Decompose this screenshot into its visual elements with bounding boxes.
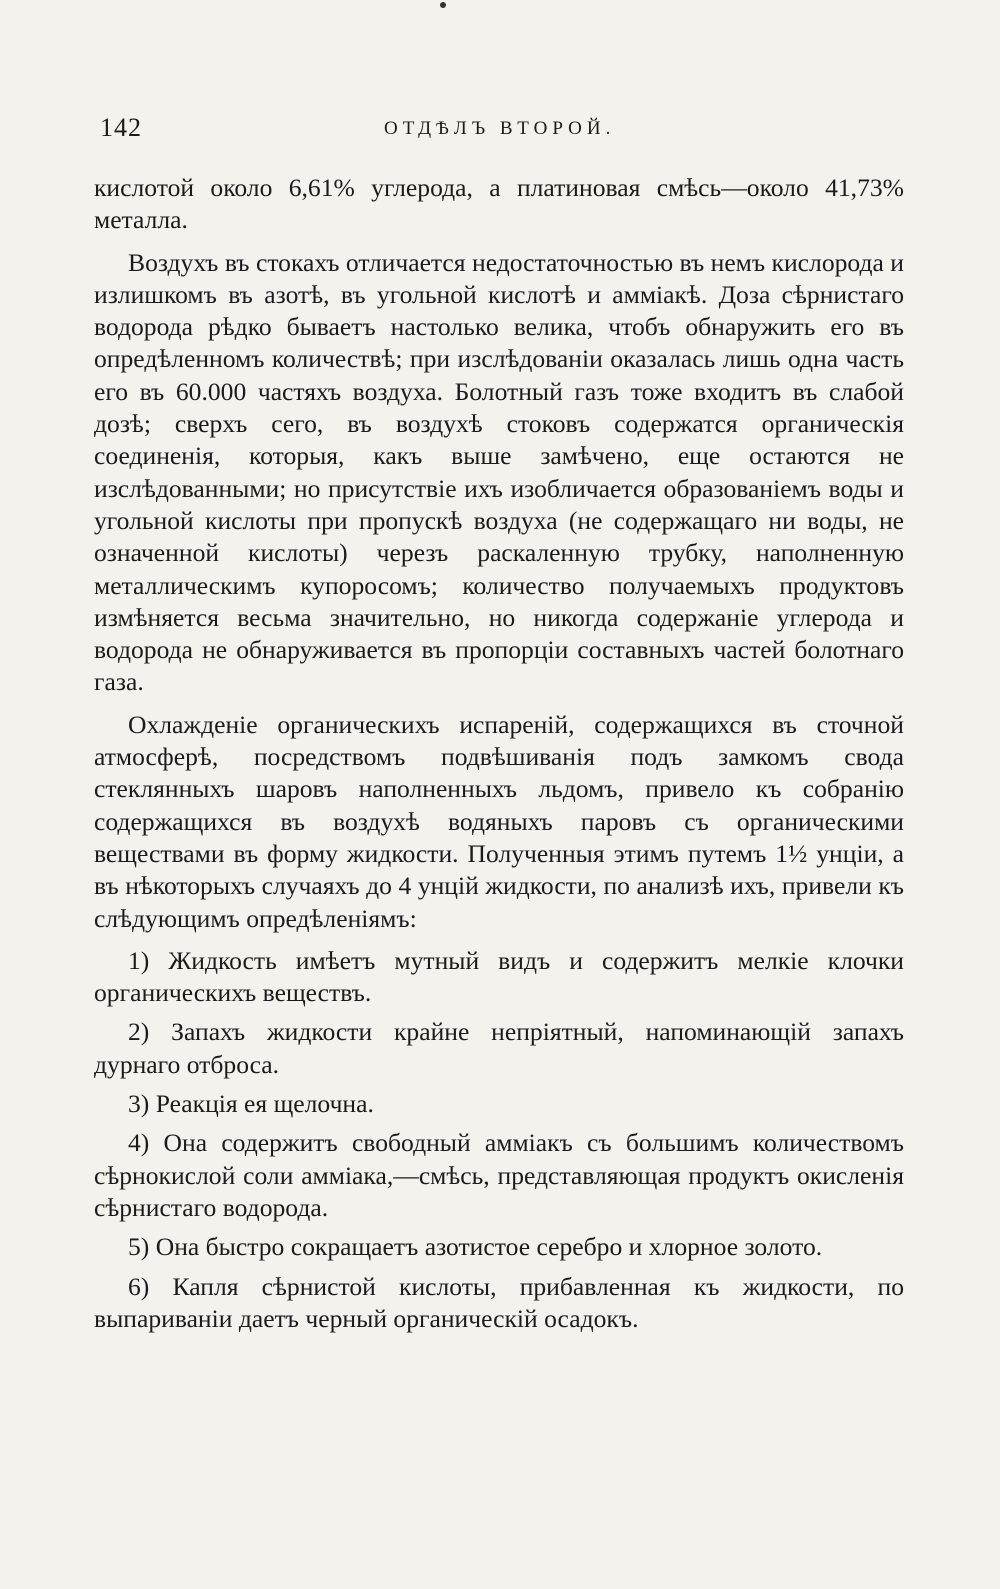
page-number: 142 (100, 113, 142, 142)
list-item: 5) Она быстро сокращаетъ азотистое серебро и хлорное золото. (128, 1232, 823, 1262)
list-item: 1) Жидкость имѣетъ мутный видъ и содержитъ мелкіе клочки органическихъ веществъ. (94, 945, 904, 1008)
list-item: 2) Запахъ жидкости крайне непріятный, напоминающій запахъ дурнаго отброса. (94, 1017, 904, 1079)
list-item: 6) Капля сѣрнистой кислоты, прибавленная къ жидкости, по выпариваніи даетъ черный органическій осадокъ. (94, 1271, 904, 1333)
print-mark (440, 2, 446, 8)
page-header (94, 113, 906, 143)
running-head: ОТДѢЛЪ ВТОРОЙ. (384, 118, 616, 139)
paragraph-continuation: кислотой около 6,61% углерода, а платиновая смѣсь—около 41,73% металла. (94, 173, 904, 235)
body-text (94, 172, 904, 1335)
list-item: 4) Она содержитъ свободный амміакъ съ большимъ количествомъ сѣрнокислой соли амміака,—смѣсь, представляющая продуктъ окисленія сѣрнистаго водорода. (94, 1128, 904, 1222)
paragraph-cooling-vapours: Охлажденіе органическихъ испареній, содержащихся въ сточной атмосферѣ, посредствомъ подвѣшиванія подъ замкомъ свода стеклянныхъ шаровъ наполненныхъ льдомъ, привело къ собранію содержащихся въ воздухѣ водяныхъ паровъ съ органическими веществами въ форму жидкости. Полученныя этимъ путемъ 1½ унціи, а въ нѣкоторыхъ случаяхъ до 4 унцій жидкости, по анализѣ ихъ, привели къ слѣдующимъ опредѣленіямъ: (94, 709, 904, 933)
paragraph-air-in-sewers: Воздухъ въ стокахъ отличается недостаточностью въ немъ кислорода и излишкомъ въ азотѣ, въ угольной кислотѣ и амміакѣ. Доза сѣрнистаго водорода рѣдко бываетъ настолько велика, чтобъ обнаружить его въ опредѣленномъ количествѣ; при изслѣдованіи оказалась лишь одна часть его въ 60.000 частяхъ воздуха. Болотный газъ тоже входитъ въ слабой дозѣ; сверхъ сего, въ воздухѣ стоковъ содержатся органическія соединенія, которыя, какъ выше замѣчено, еще остаются не изслѣдованными; но присутствіе ихъ изобличается образованіемъ воды и угольной кислоты при пропускѣ воздуха (не содержащаго ни воды, не означенной кислоты) черезъ раскаленную трубку, наполненную металлическимъ купоросомъ; количество получаемыхъ продуктовъ измѣняется весьма значительно, но никогда содержаніе углерода и водорода не обнаруживается въ пропорціи составныхъ частей болотнаго газа. (94, 247, 904, 697)
list-item: 3) Реакція ея щелочна. (128, 1089, 374, 1119)
